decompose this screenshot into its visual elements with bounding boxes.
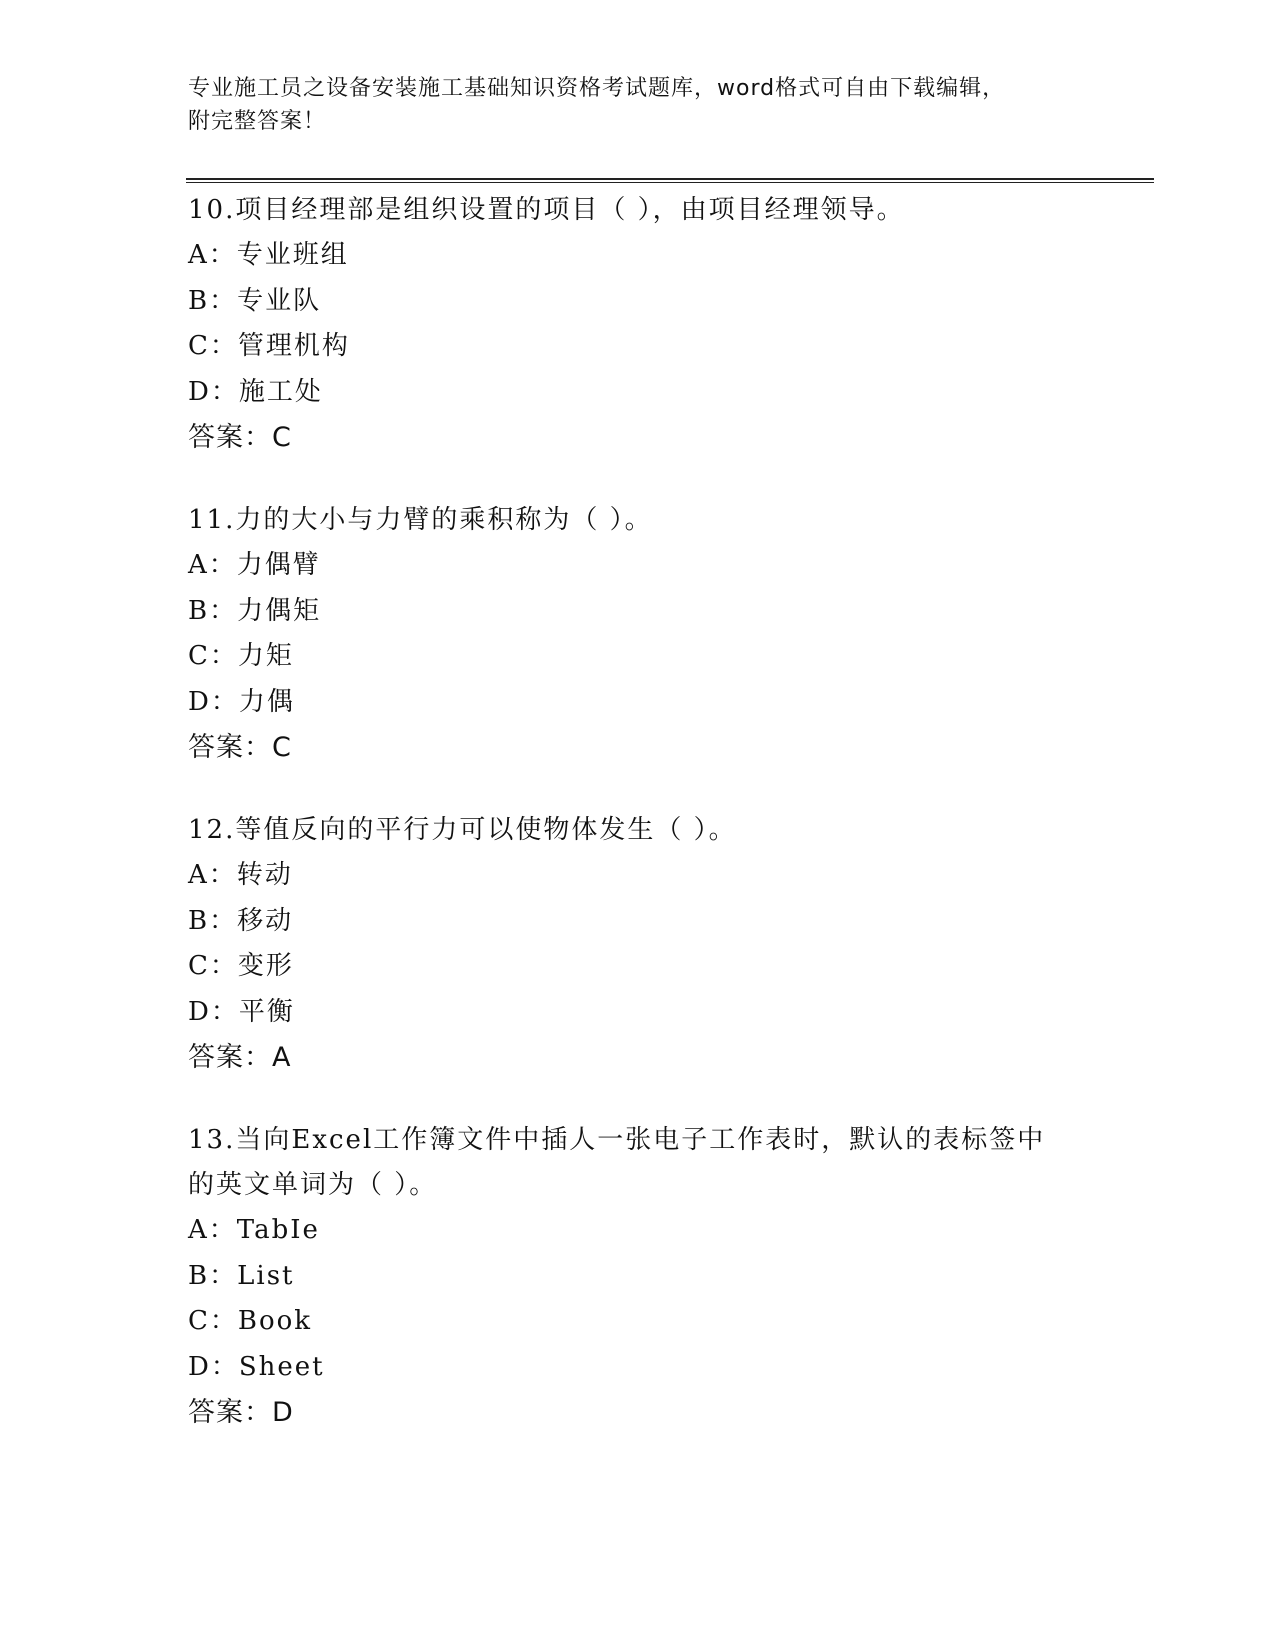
- question-11: [188, 498, 1128, 770]
- option-c: C：管理机构: [188, 331, 350, 361]
- option-b: B：List: [188, 1260, 295, 1291]
- option-b: B：专业队: [188, 285, 322, 316]
- answer-line: 答案：C: [188, 732, 292, 763]
- option-b: B：移动: [188, 905, 294, 936]
- option-d: D：力偶: [188, 686, 295, 717]
- answer-line: 答案：D: [188, 1397, 294, 1428]
- question-stem-line-1: 13.当向Excel工作簿文件中插人一张电子工作表时，默认的表标签中: [188, 1125, 1046, 1155]
- header-line-1: 专业施工员之设备安装施工基础知识资格考试题库，word格式可自由下载编辑，: [188, 76, 1006, 101]
- option-c: C：Book: [188, 1306, 313, 1336]
- question-stem: 11.力的大小与力臂的乘积称为（ ）。: [188, 505, 653, 535]
- option-c: C：变形: [188, 951, 294, 981]
- option-c: C：力矩: [188, 641, 294, 671]
- question-list: [188, 188, 1128, 1473]
- option-a: A：力偶臂: [188, 550, 321, 580]
- header-divider: [186, 178, 1154, 183]
- question-stem-line-2: 的英文单词为（ ）。: [188, 1170, 438, 1200]
- option-b: B：力偶矩: [188, 595, 322, 626]
- question-12: [188, 808, 1128, 1080]
- question-10: [188, 188, 1128, 460]
- option-d: D：施工处: [188, 376, 323, 407]
- document-header: [188, 72, 1078, 138]
- answer-line: 答案：A: [188, 1042, 292, 1073]
- question-stem: 12.等值反向的平行力可以使物体发生（ ）。: [188, 815, 737, 845]
- option-d: D：Sheet: [188, 1351, 325, 1382]
- question-13: [188, 1118, 1128, 1435]
- header-line-2: 附完整答案！: [188, 109, 327, 134]
- option-a: A：TabIe: [188, 1215, 320, 1245]
- answer-line: 答案：C: [188, 422, 292, 453]
- question-stem: 10.项目经理部是组织设置的项目（ ），由项目经理领导。: [188, 195, 905, 225]
- option-a: A：专业班组: [188, 240, 349, 270]
- option-d: D：平衡: [188, 996, 295, 1027]
- option-a: A：转动: [188, 860, 293, 890]
